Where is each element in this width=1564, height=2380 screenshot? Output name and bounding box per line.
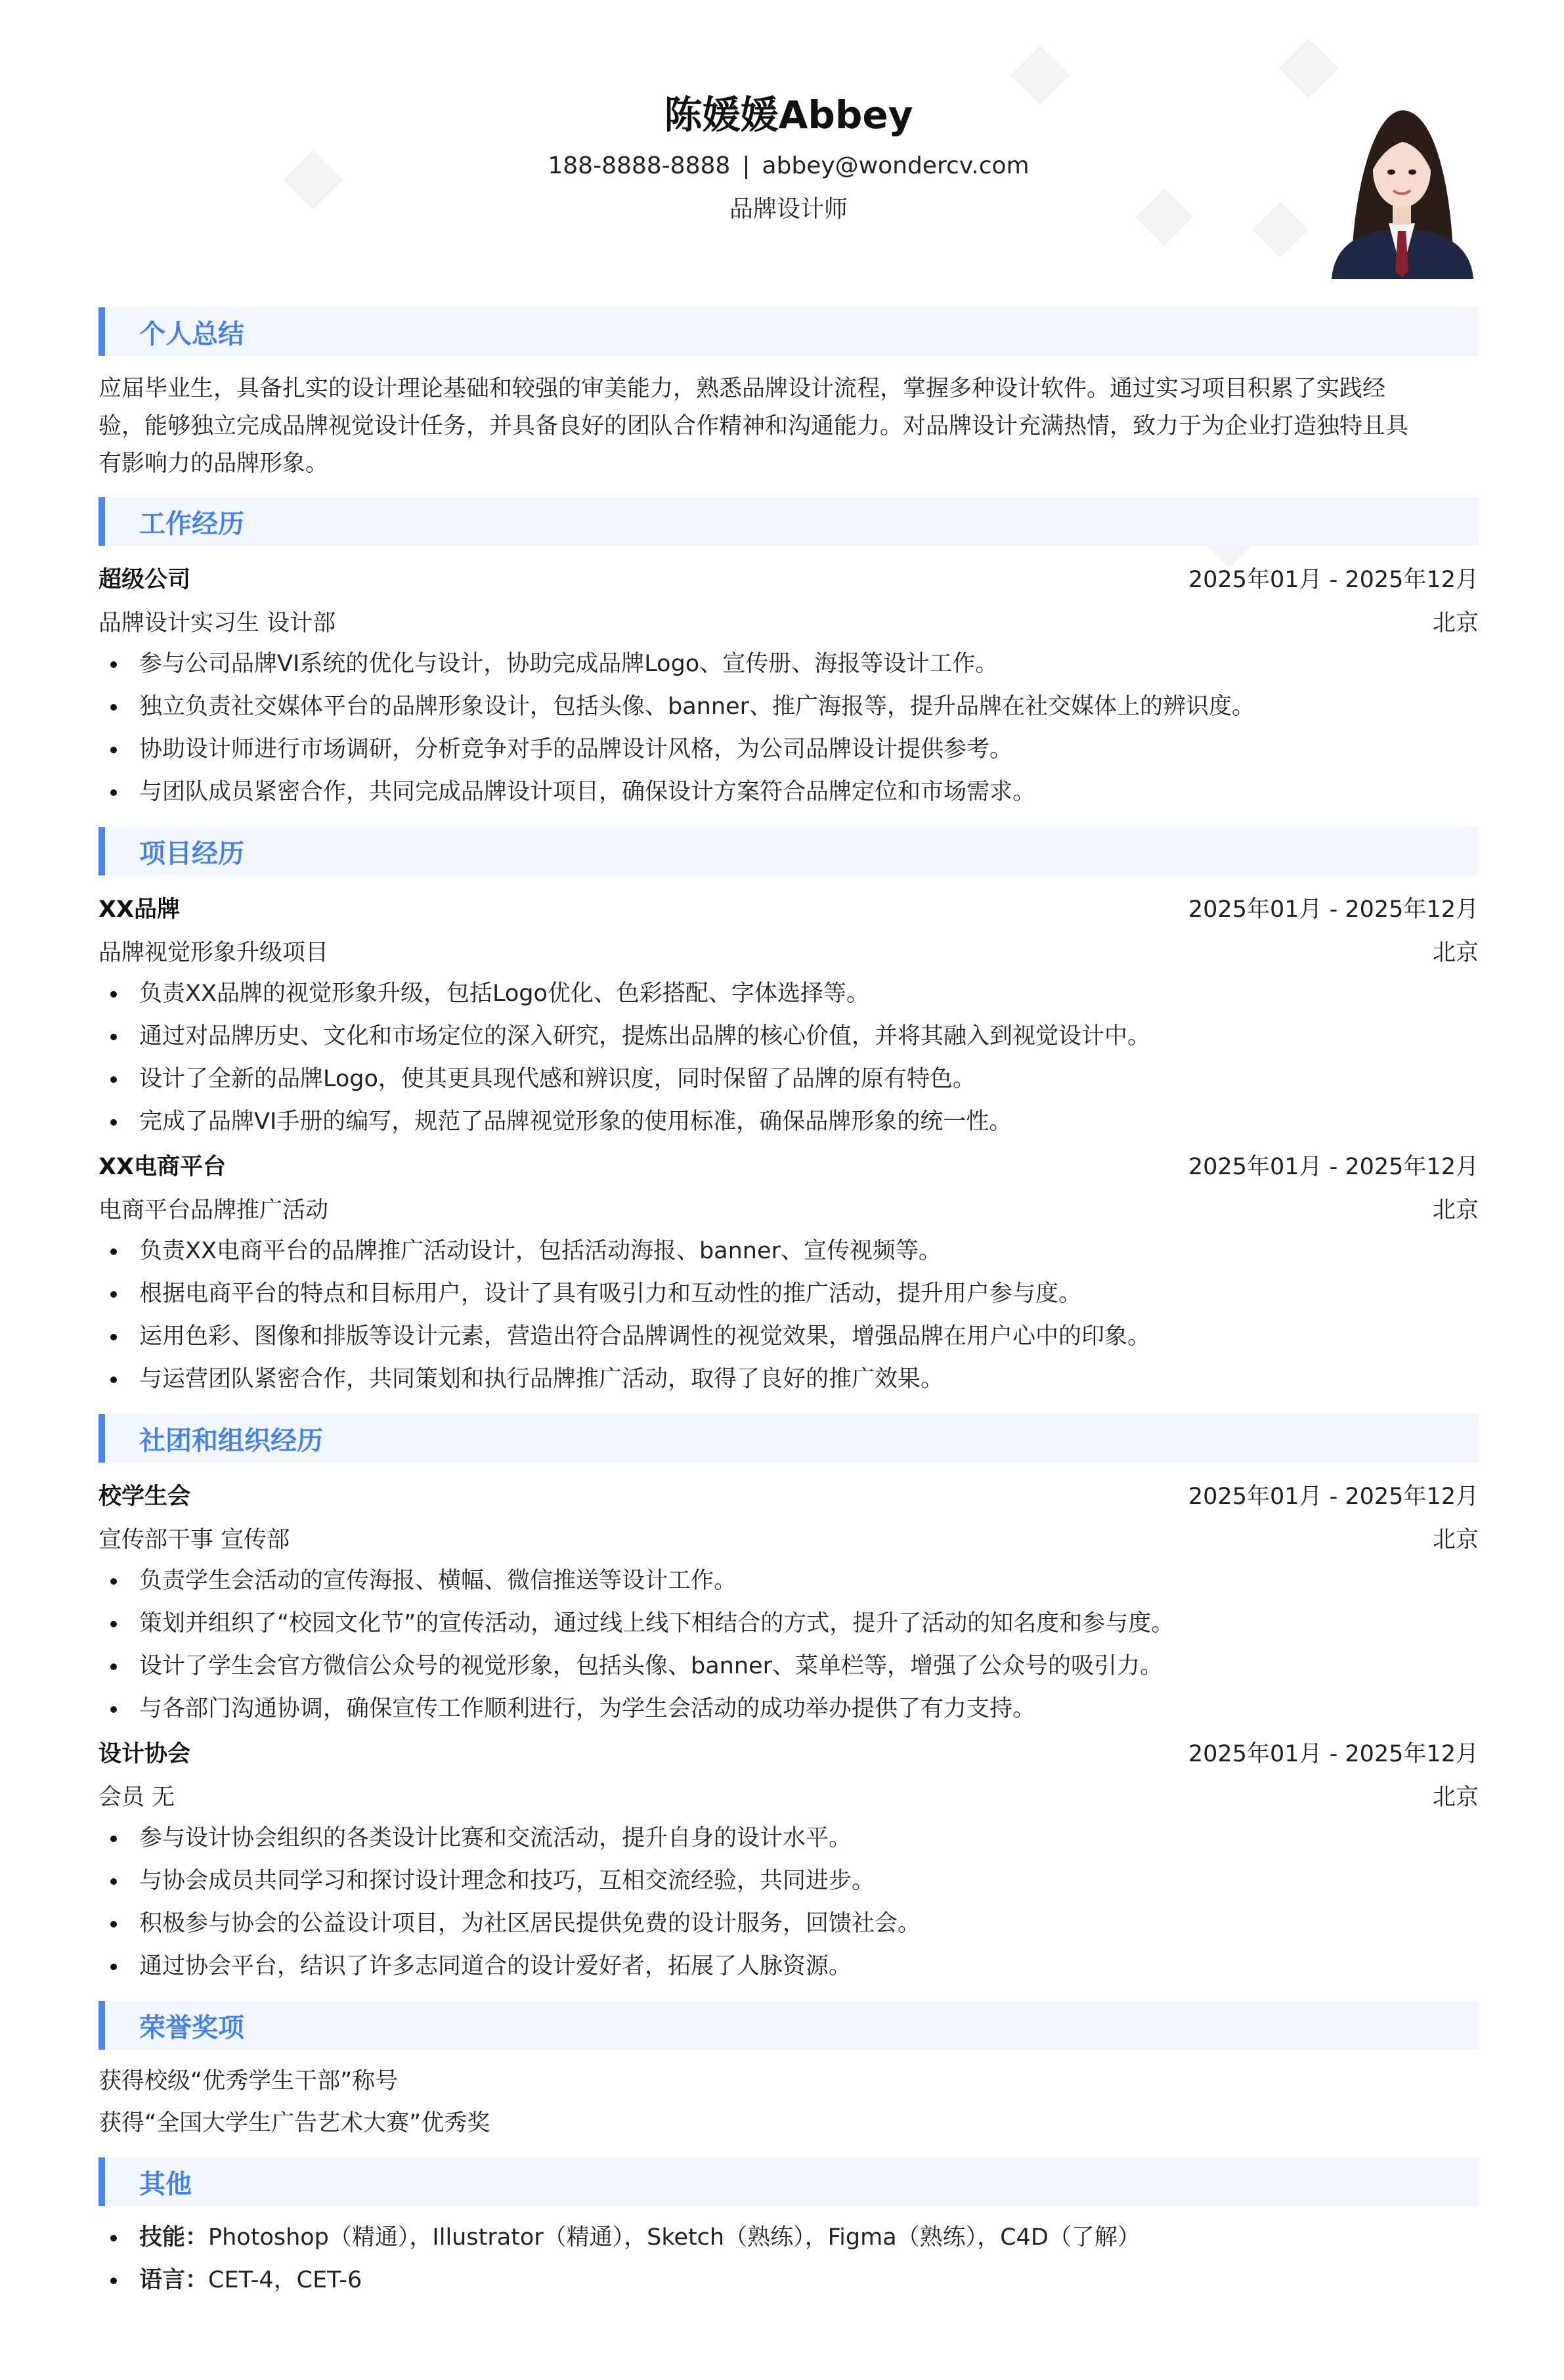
entry-bullets — [98, 1817, 1479, 1988]
summary-line: 应届毕业生，具备扎实的设计理论基础和较强的审美能力，熟悉品牌设计流程，掌握多种设计软件。通过实习项目积累了实践经 — [98, 376, 1386, 402]
project-entry — [98, 886, 1479, 1143]
club-entry — [98, 1730, 1479, 1988]
entry-date: 2025年01月 - 2025年12月 — [1188, 896, 1479, 923]
entry-header — [98, 1473, 1479, 1516]
resume-header — [98, 0, 1479, 289]
avatar — [1325, 99, 1479, 279]
entry-role: 品牌设计实习生 设计部 — [98, 610, 336, 636]
entry-subheader — [98, 600, 1479, 643]
list-item: 通过对品牌历史、文化和市场定位的深入研究，提炼出品牌的核心价值，并将其融入到视觉设计中。 — [98, 1015, 1479, 1058]
honor-item: 获得“全国大学生广告艺术大赛”优秀奖 — [98, 2110, 490, 2136]
section-title-honors: 荣誉奖项 — [98, 2001, 1479, 2050]
candidate-name: 陈媛媛Abbey — [664, 93, 913, 137]
entry-header — [98, 886, 1479, 929]
language-label: 语言： — [139, 2267, 209, 2293]
entry-role: 电商平台品牌推广活动 — [98, 1197, 329, 1223]
list-item: 参与设计协会组织的各类设计比赛和交流活动，提升自身的设计水平。 — [98, 1817, 1479, 1860]
entry-location: 北京 — [1432, 940, 1479, 966]
list-item: 参与公司品牌VI系统的优化与设计，协助完成品牌Logo、宣传册、海报等设计工作。 — [98, 643, 1479, 686]
entry-organization: XX电商平台 — [98, 1154, 226, 1180]
list-item: 与团队成员紧密合作，共同完成品牌设计项目，确保设计方案符合品牌定位和市场需求。 — [98, 771, 1479, 814]
honor-item: 获得校级“优秀学生干部”称号 — [98, 2068, 399, 2094]
entry-organization: 校学生会 — [98, 1484, 191, 1510]
language-item — [98, 2259, 1479, 2302]
list-item: 策划并组织了“校园文化节”的宣传活动，通过线上线下相结合的方式，提升了活动的知名度和参与度。 — [98, 1602, 1479, 1645]
job-title: 品牌设计师 — [729, 196, 848, 223]
entry-role: 宣传部干事 宣传部 — [98, 1527, 290, 1553]
entry-date: 2025年01月 - 2025年12月 — [1188, 567, 1479, 593]
entry-header — [98, 556, 1479, 600]
entry-organization: 设计协会 — [98, 1741, 191, 1767]
entry-location: 北京 — [1432, 1784, 1479, 1811]
entry-location: 北京 — [1432, 610, 1479, 636]
entry-subheader — [98, 1516, 1479, 1560]
entry-bullets — [98, 1560, 1479, 1730]
entry-subheader — [98, 929, 1479, 973]
entry-header — [98, 1730, 1479, 1774]
entry-bullets — [98, 1230, 1479, 1401]
list-item: 通过协会平台，结识了许多志同道合的设计爱好者，拓展了人脉资源。 — [98, 1945, 1479, 1988]
entry-location: 北京 — [1432, 1197, 1479, 1223]
list-item: 负责学生会活动的宣传海报、横幅、微信推送等设计工作。 — [98, 1560, 1479, 1602]
resume-page — [98, 0, 1479, 2302]
language-value: CET-4，CET-6 — [208, 2267, 362, 2293]
entry-organization: 超级公司 — [98, 567, 191, 593]
skills-value: Photoshop（精通），Illustrator（精通），Sketch（熟练），Figma（熟练），C4D（了解） — [208, 2224, 1140, 2251]
list-item: 负责XX电商平台的品牌推广活动设计，包括活动海报、banner、宣传视频等。 — [98, 1230, 1479, 1273]
phone-number: 188-8888-8888 — [548, 152, 731, 179]
other-list — [98, 2216, 1479, 2302]
entry-location: 北京 — [1432, 1527, 1479, 1553]
list-item: 设计了全新的品牌Logo，使其更具现代感和辨识度，同时保留了品牌的原有特色。 — [98, 1058, 1479, 1101]
skills-item — [98, 2216, 1479, 2259]
list-item: 积极参与协会的公益设计项目，为社区居民提供免费的设计服务，回馈社会。 — [98, 1903, 1479, 1945]
section-title-projects: 项目经历 — [98, 827, 1479, 875]
honors-list — [98, 2060, 1479, 2144]
entry-organization: XX品牌 — [98, 896, 180, 923]
section-title-work: 工作经历 — [98, 497, 1479, 546]
contact-line — [98, 152, 1479, 179]
summary-line: 验，能够独立完成品牌视觉设计任务，并具备良好的团队合作精神和沟通能力。对品牌设计充满热情，致力于为企业打造独特且具 — [98, 413, 1409, 439]
list-item: 负责XX品牌的视觉形象升级，包括Logo优化、色彩搭配、字体选择等。 — [98, 973, 1479, 1015]
list-item: 根据电商平台的特点和目标用户，设计了具有吸引力和互动性的推广活动，提升用户参与度。 — [98, 1273, 1479, 1315]
entry-subheader — [98, 1187, 1479, 1230]
contact-separator: | — [742, 152, 750, 179]
entry-subheader — [98, 1774, 1479, 1817]
section-title-other: 其他 — [98, 2157, 1479, 2206]
entry-date: 2025年01月 - 2025年12月 — [1188, 1741, 1479, 1767]
list-item: 与运营团队紧密合作，共同策划和执行品牌推广活动，取得了良好的推广效果。 — [98, 1358, 1479, 1401]
list-item: 独立负责社交媒体平台的品牌形象设计，包括头像、banner、推广海报等，提升品牌在社交媒体上的辨识度。 — [98, 686, 1479, 728]
club-entry — [98, 1473, 1479, 1730]
list-item: 与协会成员共同学习和探讨设计理念和技巧，互相交流经验，共同进步。 — [98, 1860, 1479, 1903]
entry-date: 2025年01月 - 2025年12月 — [1188, 1484, 1479, 1510]
entry-header — [98, 1143, 1479, 1187]
entry-bullets — [98, 643, 1479, 814]
work-entry — [98, 556, 1479, 814]
project-entry — [98, 1143, 1479, 1401]
section-title-clubs: 社团和组织经历 — [98, 1414, 1479, 1463]
entry-date: 2025年01月 - 2025年12月 — [1188, 1154, 1479, 1180]
email-address: abbey@wondercv.com — [762, 152, 1030, 179]
summary-line: 有影响力的品牌形象。 — [98, 451, 329, 477]
entry-bullets — [98, 973, 1479, 1143]
list-item: 协助设计师进行市场调研，分析竞争对手的品牌设计风格，为公司品牌设计提供参考。 — [98, 728, 1479, 771]
list-item: 设计了学生会官方微信公众号的视觉形象，包括头像、banner、菜单栏等，增强了公众号的吸引力。 — [98, 1645, 1479, 1688]
portrait-photo-icon — [1325, 99, 1479, 279]
list-item: 运用色彩、图像和排版等设计元素，营造出符合品牌调性的视觉效果，增强品牌在用户心中的印象。 — [98, 1315, 1479, 1358]
summary-text — [98, 370, 1479, 483]
list-item: 与各部门沟通协调，确保宣传工作顺利进行，为学生会活动的成功举办提供了有力支持。 — [98, 1688, 1479, 1730]
section-title-summary: 个人总结 — [98, 307, 1479, 356]
skills-label: 技能： — [139, 2224, 209, 2251]
entry-role: 品牌视觉形象升级项目 — [98, 940, 329, 966]
list-item: 完成了品牌VI手册的编写，规范了品牌视觉形象的使用标准，确保品牌形象的统一性。 — [98, 1101, 1479, 1143]
entry-role: 会员 无 — [98, 1784, 175, 1811]
